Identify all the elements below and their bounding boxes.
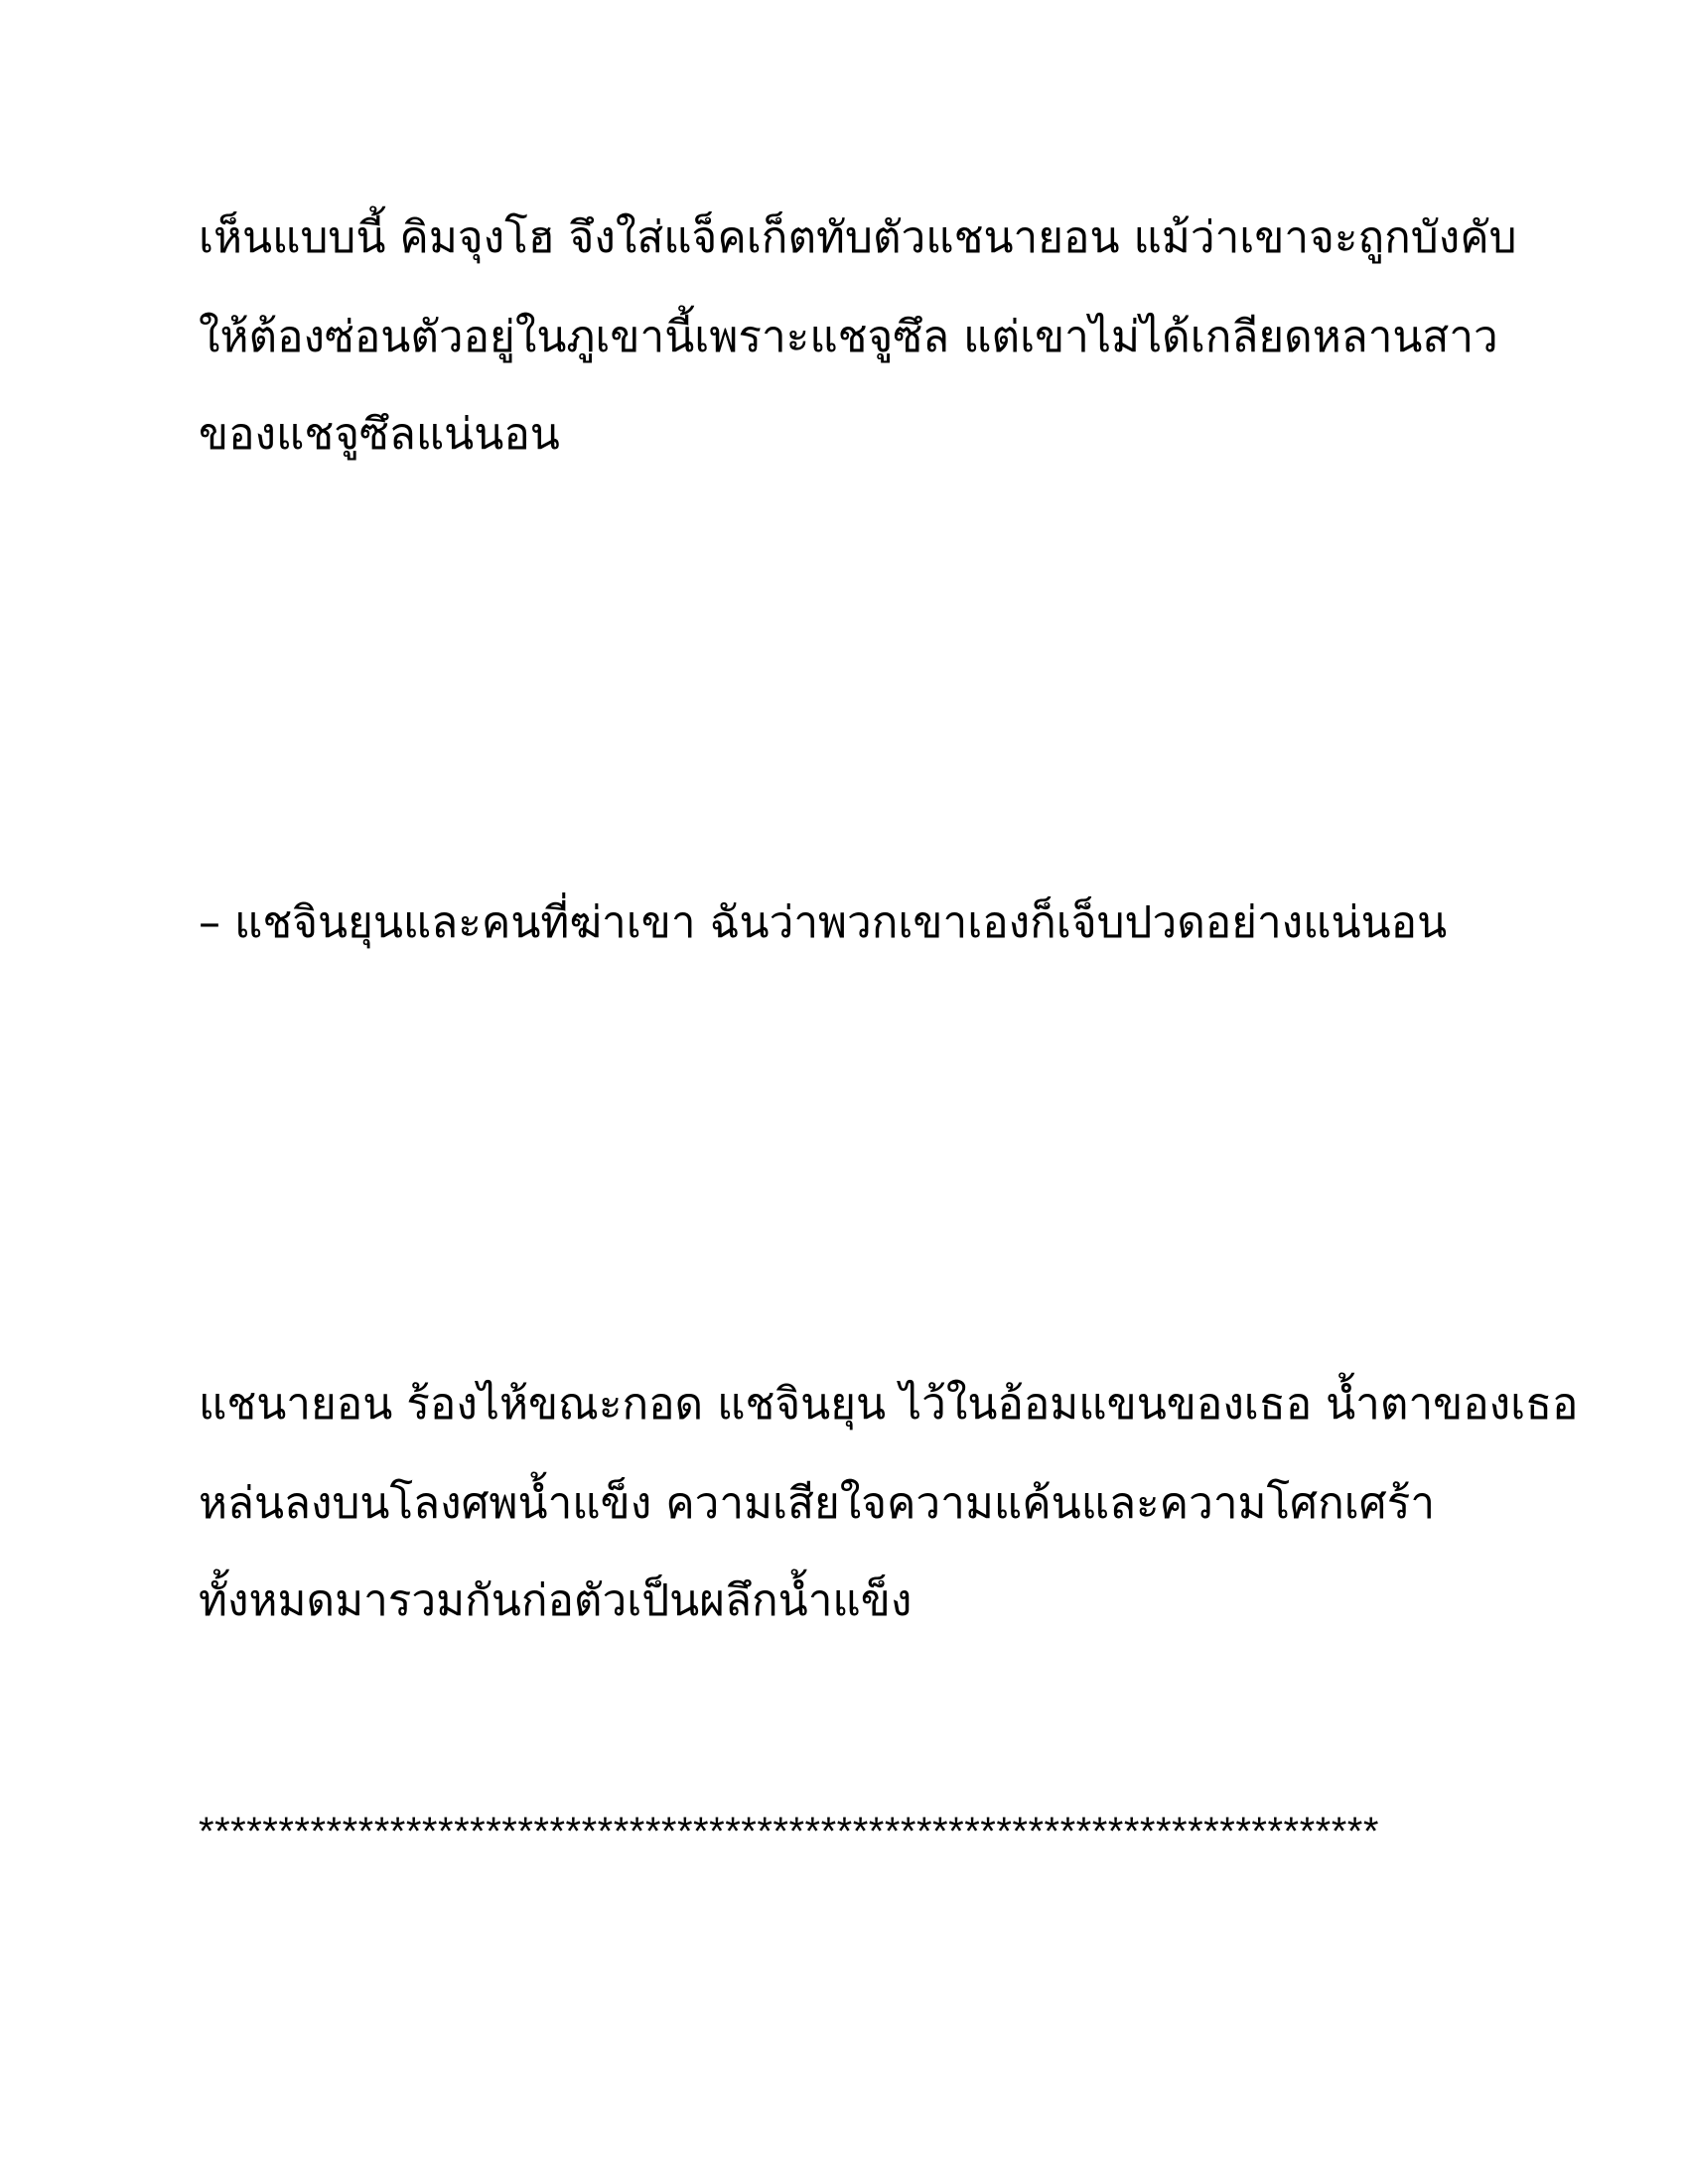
paragraph-1-line-2: ให้ต้องซ่อนตัวอยู่ในภูเขานี้เพราะแชจูซึล แต่เขาไม่ได้เกลียดหลานสาว [199, 312, 1498, 362]
paragraph-3-line-3: ทั้งหมดมารวมกันก่อตัวเป็นผลึกน้ำแข็ง [199, 1575, 913, 1626]
paragraph-1-line-3: ของแชจูซึลแน่นอน [199, 409, 560, 460]
scene-separator: ************************************************************************** [199, 1810, 1379, 1853]
paragraph-3-line-2: หล่นลงบนโลงศพน้ำแข็ง ความเสียใจความแค้นและความโศกเศร้า [199, 1478, 1436, 1529]
paragraph-3-line-1: แชนายอน ร้องไห้ขณะกอด แชจินยุน ไว้ในอ้อมแขนของเธอ น้ำตาของเธอ [199, 1379, 1579, 1430]
paragraph-2-line-1: – แชจินยุนและคนที่ฆ่าเขา ฉันว่าพวกเขาเองก็เจ็บปวดอย่างแน่นอน [199, 897, 1448, 948]
paragraph-1-line-1: เห็นแบบนี้ คิมจุงโฮ จึงใส่แจ็คเก็ตทับตัวแชนายอน แม้ว่าเขาจะถูกบังคับ [199, 212, 1517, 263]
